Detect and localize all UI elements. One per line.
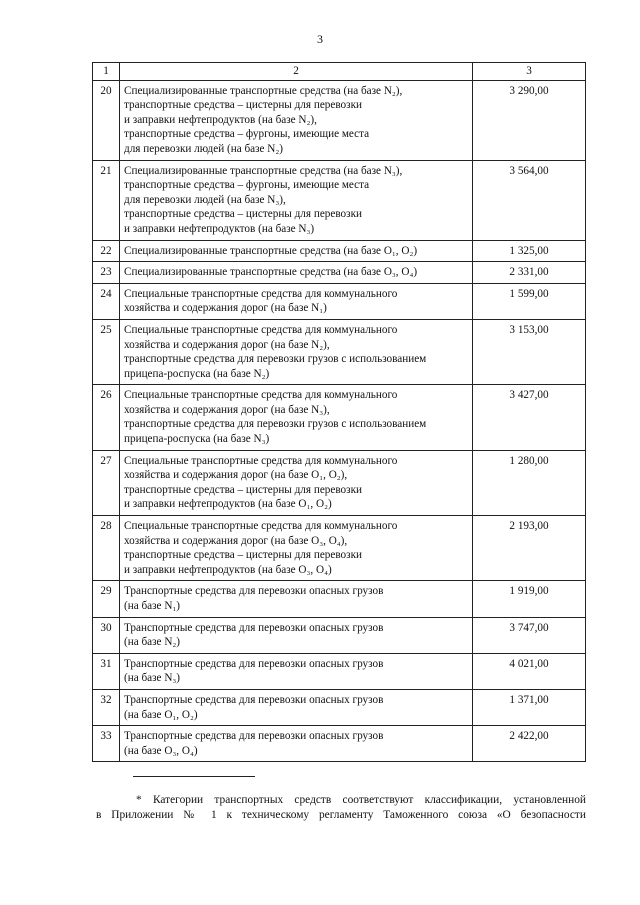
description-line: Специализированные транспортные средства (на базе N₃), xyxy=(124,164,403,177)
table-header-row xyxy=(93,63,586,81)
description-line: и заправки нефтепродуктов (на базе O₁, O₂) xyxy=(124,498,332,511)
footnote-line-1: * Категории транспортных средств соответствуют классификации, установленной xyxy=(136,794,586,806)
description-line: хозяйства и содержания дорог (на базе O₃, O₄), xyxy=(124,534,348,547)
row-value: 2 422,00 xyxy=(473,726,586,762)
row-description xyxy=(120,581,473,617)
row-value: 1 325,00 xyxy=(473,240,586,262)
row-description xyxy=(120,262,473,284)
description-line: Транспортные средства для перевозки опасных грузов xyxy=(124,730,384,743)
row-description xyxy=(120,240,473,262)
row-value: 1 371,00 xyxy=(473,689,586,725)
row-value: 3 747,00 xyxy=(473,617,586,653)
row-value: 1 599,00 xyxy=(473,283,586,319)
description-line: для перевозки людей (на базе N₂) xyxy=(124,142,284,155)
row-description xyxy=(120,726,473,762)
row-description xyxy=(120,516,473,581)
description-line: прицепа-роспуска (на базе N₂) xyxy=(124,367,270,380)
description-line: транспортные средства для перевозки грузов с использованием xyxy=(124,353,427,366)
table-row xyxy=(93,385,586,450)
description-line: (на базе N₃) xyxy=(124,672,181,685)
description-line: и заправки нефтепродуктов (на базе N₃) xyxy=(124,222,315,235)
table-row xyxy=(93,319,586,384)
description-line: транспортные средства – фургоны, имеющие места xyxy=(124,128,370,141)
row-description xyxy=(120,617,473,653)
table-row xyxy=(93,689,586,725)
table-row xyxy=(93,283,586,319)
row-value: 3 153,00 xyxy=(473,319,586,384)
description-line: Транспортные средства для перевозки опасных грузов xyxy=(124,585,384,598)
table-row xyxy=(93,262,586,284)
description-line: транспортные средства – фургоны, имеющие места xyxy=(124,179,370,192)
row-number: 26 xyxy=(93,385,120,450)
description-line: Транспортные средства для перевозки опасных грузов xyxy=(124,621,384,634)
row-number: 22 xyxy=(93,240,120,262)
row-number: 27 xyxy=(93,450,120,515)
row-number: 25 xyxy=(93,319,120,384)
footnote xyxy=(96,793,586,823)
description-line: транспортные средства – цистерны для перевозки xyxy=(124,99,362,112)
description-line: транспортные средства для перевозки грузов с использованием xyxy=(124,418,427,431)
description-line: транспортные средства – цистерны для перевозки xyxy=(124,549,362,562)
table-row xyxy=(93,80,586,160)
description-line: и заправки нефтепродуктов (на базе N₂), xyxy=(124,113,317,126)
description-line: Специальные транспортные средства для коммунального xyxy=(124,287,398,300)
table-row xyxy=(93,160,586,240)
table-row xyxy=(93,617,586,653)
row-description xyxy=(120,450,473,515)
description-line: хозяйства и содержания дорог (на базе N₃), xyxy=(124,403,330,416)
description-line: (на базе N₂) xyxy=(124,636,181,649)
row-number: 28 xyxy=(93,516,120,581)
table-row xyxy=(93,653,586,689)
description-line: (на базе O₃, O₄) xyxy=(124,744,198,757)
row-value: 4 021,00 xyxy=(473,653,586,689)
description-line: Специальные транспортные средства для коммунального xyxy=(124,520,398,533)
description-line: хозяйства и содержания дорог (на базе N₂), xyxy=(124,338,330,351)
row-number: 24 xyxy=(93,283,120,319)
row-value: 3 564,00 xyxy=(473,160,586,240)
row-description xyxy=(120,653,473,689)
footnote-separator xyxy=(133,776,255,777)
description-line: (на базе O₁, O₂) xyxy=(124,708,198,721)
row-number: 21 xyxy=(93,160,120,240)
row-description xyxy=(120,319,473,384)
row-value: 1 919,00 xyxy=(473,581,586,617)
row-number: 29 xyxy=(93,581,120,617)
tariff-table-body xyxy=(93,63,586,762)
row-value: 1 280,00 xyxy=(473,450,586,515)
table-row xyxy=(93,726,586,762)
row-value: 3 290,00 xyxy=(473,80,586,160)
description-line: хозяйства и содержания дорог (на базе O₁, O₂), xyxy=(124,469,348,482)
row-description xyxy=(120,689,473,725)
row-number: 20 xyxy=(93,80,120,160)
description-line: Специализированные транспортные средства (на базе O₃, O₄) xyxy=(124,266,418,279)
description-line: для перевозки людей (на базе N₃), xyxy=(124,193,286,206)
description-line: Специальные транспортные средства для коммунального xyxy=(124,389,398,402)
description-line: транспортные средства – цистерны для перевозки xyxy=(124,208,362,221)
header-col-1: 1 xyxy=(93,63,120,81)
table-row xyxy=(93,240,586,262)
table-row xyxy=(93,516,586,581)
description-line: Транспортные средства для перевозки опасных грузов xyxy=(124,657,384,670)
row-number: 32 xyxy=(93,689,120,725)
row-description xyxy=(120,80,473,160)
description-line: Специальные транспортные средства для коммунального xyxy=(124,323,398,336)
description-line: и заправки нефтепродуктов (на базе O₃, O₄) xyxy=(124,563,332,576)
table-row xyxy=(93,450,586,515)
row-number: 30 xyxy=(93,617,120,653)
tariff-table xyxy=(92,62,586,762)
description-line: хозяйства и содержания дорог (на базе N₁) xyxy=(124,302,327,315)
page-number: 3 xyxy=(317,32,323,46)
description-line: (на базе N₁) xyxy=(124,600,181,612)
description-line: Транспортные средства для перевозки опасных грузов xyxy=(124,693,384,706)
row-value: 3 427,00 xyxy=(473,385,586,450)
row-value: 2 331,00 xyxy=(473,262,586,284)
row-description xyxy=(120,385,473,450)
row-number: 33 xyxy=(93,726,120,762)
description-line: Специализированные транспортные средства (на базе O₁, O₂) xyxy=(124,244,418,257)
description-line: Специальные транспортные средства для коммунального xyxy=(124,454,398,467)
description-line: Специализированные транспортные средства (на базе N₂), xyxy=(124,84,403,97)
row-description xyxy=(120,283,473,319)
row-number: 23 xyxy=(93,262,120,284)
description-line: транспортные средства – цистерны для перевозки xyxy=(124,483,362,496)
footnote-line-2: в Приложении № 1 к техническому регламенту Таможенного союза «О безопасности xyxy=(96,809,586,821)
row-description xyxy=(120,160,473,240)
header-col-3: 3 xyxy=(473,63,586,81)
row-value: 2 193,00 xyxy=(473,516,586,581)
description-line: прицепа-роспуска (на базе N₃) xyxy=(124,433,270,446)
row-number: 31 xyxy=(93,653,120,689)
table-row xyxy=(93,581,586,617)
header-col-2: 2 xyxy=(120,63,473,81)
